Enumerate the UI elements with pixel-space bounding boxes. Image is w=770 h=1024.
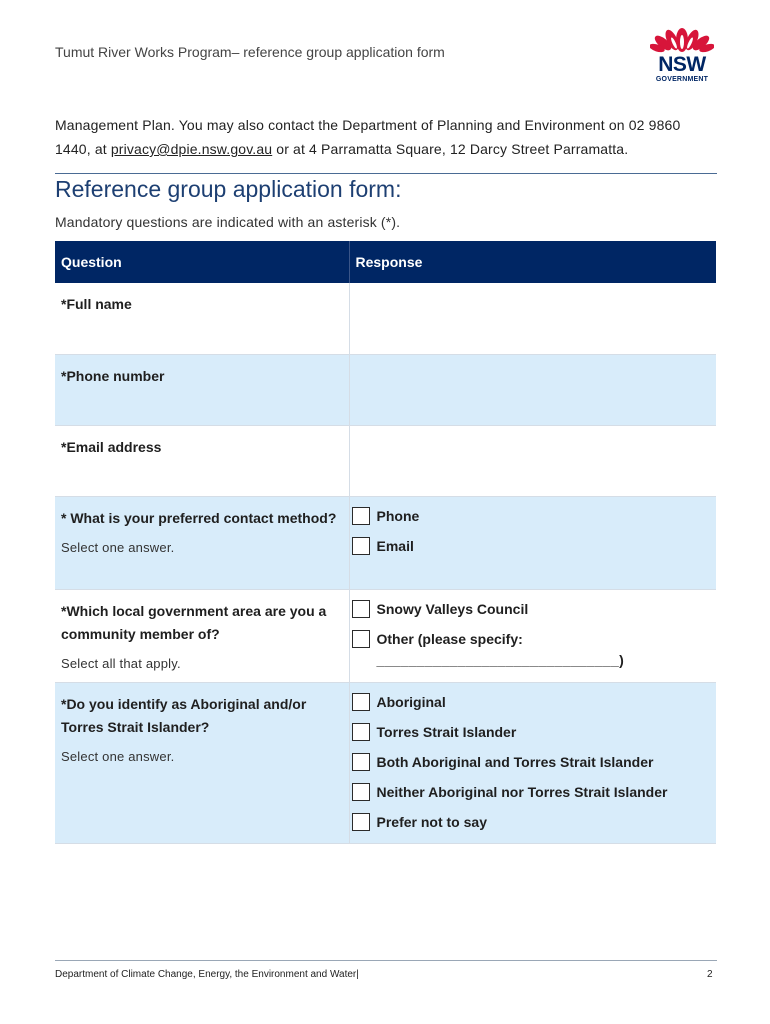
intro-text-before: Management Plan. You may also contact the Department of Planning and Environment on 02 9860 1440, at bbox=[55, 117, 681, 157]
page-number: 2 bbox=[707, 969, 713, 980]
checkbox-snowy-valleys[interactable] bbox=[352, 600, 370, 618]
checkbox-aboriginal[interactable] bbox=[352, 693, 370, 711]
option-email-label: Email bbox=[376, 537, 414, 554]
intro-text-after: or at 4 Parramatta Square, 12 Darcy Street Parramatta. bbox=[272, 141, 629, 157]
contact-method-row bbox=[55, 496, 716, 589]
checkbox-both[interactable] bbox=[352, 753, 370, 771]
option-torres-strait[interactable] bbox=[350, 717, 717, 747]
response-column-header: Response bbox=[349, 241, 716, 283]
option-both[interactable] bbox=[350, 747, 717, 777]
question-column-header: Question bbox=[55, 241, 349, 283]
checkbox-torres-strait[interactable] bbox=[352, 723, 370, 741]
full-name-response-field[interactable] bbox=[349, 283, 716, 354]
email-label: *Email address bbox=[61, 438, 162, 455]
form-title: Reference group application form: bbox=[55, 176, 402, 202]
option-prefer-not[interactable] bbox=[350, 807, 717, 837]
privacy-email-link[interactable]: privacy@dpie.nsw.gov.au bbox=[110, 141, 273, 157]
other-specify-line[interactable]: ______________________________) bbox=[376, 651, 625, 668]
logo-government-text: GOVERNMENT bbox=[655, 76, 709, 83]
option-other-label: Other (please specify: bbox=[376, 630, 523, 647]
logo-nsw-text: NSW bbox=[658, 53, 706, 76]
option-email[interactable] bbox=[350, 531, 717, 561]
aboriginal-hint: Select one answer. bbox=[61, 748, 175, 764]
lga-label: *Which local government area are you a community member of? bbox=[61, 602, 327, 642]
aboriginal-row bbox=[55, 682, 716, 843]
lga-row bbox=[55, 589, 716, 682]
footer-divider bbox=[55, 960, 717, 961]
checkbox-other[interactable] bbox=[352, 630, 370, 648]
option-neither-label: Neither Aboriginal nor Torres Strait Islander bbox=[376, 783, 668, 800]
email-row bbox=[55, 425, 716, 496]
checkbox-phone[interactable] bbox=[352, 507, 370, 525]
email-response-field[interactable] bbox=[349, 425, 716, 496]
option-phone-label: Phone bbox=[376, 507, 420, 524]
full-name-row bbox=[55, 283, 716, 354]
application-form-table bbox=[55, 241, 716, 844]
checkbox-neither[interactable] bbox=[352, 783, 370, 801]
option-neither[interactable] bbox=[350, 777, 717, 807]
option-aboriginal-label: Aboriginal bbox=[376, 693, 446, 710]
table-header-row bbox=[55, 241, 716, 283]
waratah-icon bbox=[650, 18, 714, 54]
option-prefer-not-label: Prefer not to say bbox=[376, 813, 487, 830]
contact-method-hint: Select one answer. bbox=[61, 539, 175, 555]
full-name-label: *Full name bbox=[61, 296, 132, 312]
contact-method-label: * What is your preferred contact method? bbox=[61, 509, 337, 526]
option-other[interactable] bbox=[350, 624, 717, 654]
mandatory-note: Mandatory questions are indicated with an asterisk (*). bbox=[55, 214, 401, 230]
checkbox-prefer-not[interactable] bbox=[352, 813, 370, 831]
phone-label: *Phone number bbox=[61, 367, 165, 384]
header-title: Tumut River Works Program– reference group application form bbox=[55, 44, 445, 60]
footer-department: Department of Climate Change, Energy, the Environment and Water| bbox=[55, 969, 359, 980]
nsw-government-logo bbox=[650, 18, 716, 88]
aboriginal-label: *Do you identify as Aboriginal and/or Torres Strait Islander? bbox=[61, 695, 307, 735]
option-both-label: Both Aboriginal and Torres Strait Islander bbox=[376, 753, 654, 770]
lga-hint: Select all that apply. bbox=[61, 655, 181, 671]
checkbox-email[interactable] bbox=[352, 537, 370, 555]
option-snowy-valleys-label: Snowy Valleys Council bbox=[376, 600, 529, 617]
option-aboriginal[interactable] bbox=[350, 687, 717, 717]
option-phone[interactable] bbox=[350, 501, 717, 531]
phone-row bbox=[55, 354, 716, 425]
section-divider bbox=[55, 173, 717, 174]
phone-response-field[interactable] bbox=[349, 354, 716, 425]
option-snowy-valleys[interactable] bbox=[350, 594, 717, 624]
intro-paragraph bbox=[55, 113, 720, 161]
option-torres-strait-label: Torres Strait Islander bbox=[376, 723, 517, 740]
